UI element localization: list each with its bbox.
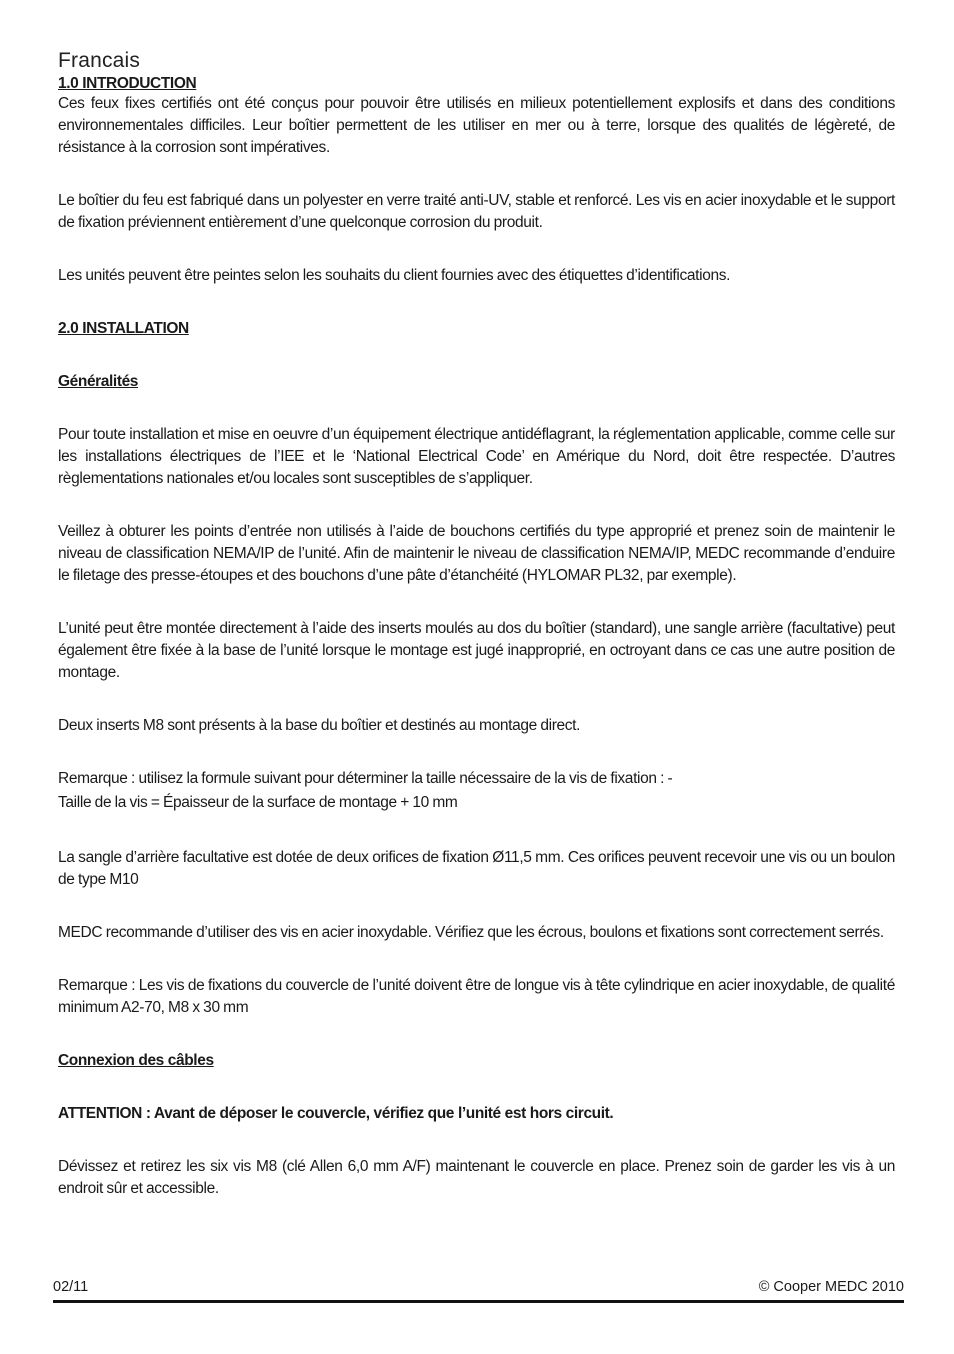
installation-heading: 2.0 INSTALLATION bbox=[58, 320, 189, 337]
document-body bbox=[58, 48, 895, 1200]
intro-paragraph-3: Les unités peuvent être peintes selon les souhaits du client fournies avec des étiquettes d’identifications. bbox=[58, 267, 731, 284]
general-paragraph-8: Remarque : Les vis de fixations du couvercle de l’unité doivent être de longue vis à tête cylindrique en acier inoxydable, de qualité minimum A2-70, M8 x 30 mm bbox=[58, 977, 895, 1016]
footer-date: 02/11 bbox=[53, 1279, 89, 1295]
language-label: Francais bbox=[58, 49, 141, 72]
general-heading: Généralités bbox=[58, 373, 139, 390]
intro-heading: 1.0 INTRODUCTION bbox=[58, 75, 197, 92]
general-paragraph-6: La sangle d’arrière facultative est dotée de deux orifices de fixation Ø11,5 mm. Ces orifices peuvent recevoir une vis ou un boulon de type M10 bbox=[58, 849, 895, 888]
general-paragraph-3: L’unité peut être montée directement à l’aide des inserts moulés au dos du boîtier (standard), une sangle arrière (facultative) peut également être fixée à la base de l’unité lorsque le montage est jugé inapproprié, en octroyant dans ce cas une autre position de montage. bbox=[58, 620, 895, 681]
footer-divider bbox=[53, 1300, 904, 1303]
general-paragraph-2: Veillez à obturer les points d’entrée non utilisés à l’aide de bouchons certifiés du type approprié et prenez soin de maintenir le niveau de classification NEMA/IP de l’unité. Afin de maintenir le niveau de classification NEMA/IP, MEDC recommande d’enduire le filetage des presse-étoupes et des bouchons d’une pâte d’étanchéité (HYLOMAR PL32, par exemple). bbox=[58, 523, 895, 584]
remark-formula-line-2: Taille de la vis = Épaisseur de la surface de montage + 10 mm bbox=[58, 794, 458, 811]
footer-copyright: © Cooper MEDC 2010 bbox=[758, 1279, 904, 1295]
cable-connection-heading: Connexion des câbles bbox=[58, 1052, 214, 1069]
intro-paragraph-1: Ces feux fixes certifiés ont été conçus pour pouvoir être utilisés en milieux potentiellement explosifs et dans des conditions environnementales difficiles. Leur boîtier permettent de les utiliser en mer ou à terre, lorsque des qualités de légèreté, de résistance à la corrosion sont impératives. bbox=[58, 95, 895, 156]
general-paragraph-4: Deux inserts M8 sont présents à la base du boîtier et destinés au montage direct. bbox=[58, 717, 581, 734]
intro-paragraph-2: Le boîtier du feu est fabriqué dans un polyester en verre traité anti-UV, stable et renforcé. Les vis en acier inoxydable et le support de fixation préviennent entièrement d’une quelconque corrosion du produit. bbox=[58, 192, 895, 231]
attention-warning: ATTENTION : Avant de déposer le couvercle, vérifiez que l’unité est hors circuit. bbox=[58, 1105, 614, 1122]
cable-paragraph-1: Dévissez et retirez les six vis M8 (clé Allen 6,0 mm A/F) maintenant le couvercle en place. Prenez soin de garder les vis à un endroit sûr et accessible. bbox=[58, 1158, 895, 1197]
remark-formula-line-1: Remarque : utilisez la formule suivant pour déterminer la taille nécessaire de la vis de fixation : - bbox=[58, 770, 673, 787]
general-paragraph-1: Pour toute installation et mise en oeuvre d’un équipement électrique antidéflagrant, la réglementation applicable, comme celle sur les installations électriques de l’IEE et le ‘National Electrical Code’ en Amérique du Nord, doit être respectée. D’autres règlementations nationales et/ou locales sont susceptibles de s’appliquer. bbox=[58, 426, 895, 487]
general-paragraph-7: MEDC recommande d’utiliser des vis en acier inoxydable. Vérifiez que les écrous, boulons et fixations sont correctement serrés. bbox=[58, 924, 884, 941]
